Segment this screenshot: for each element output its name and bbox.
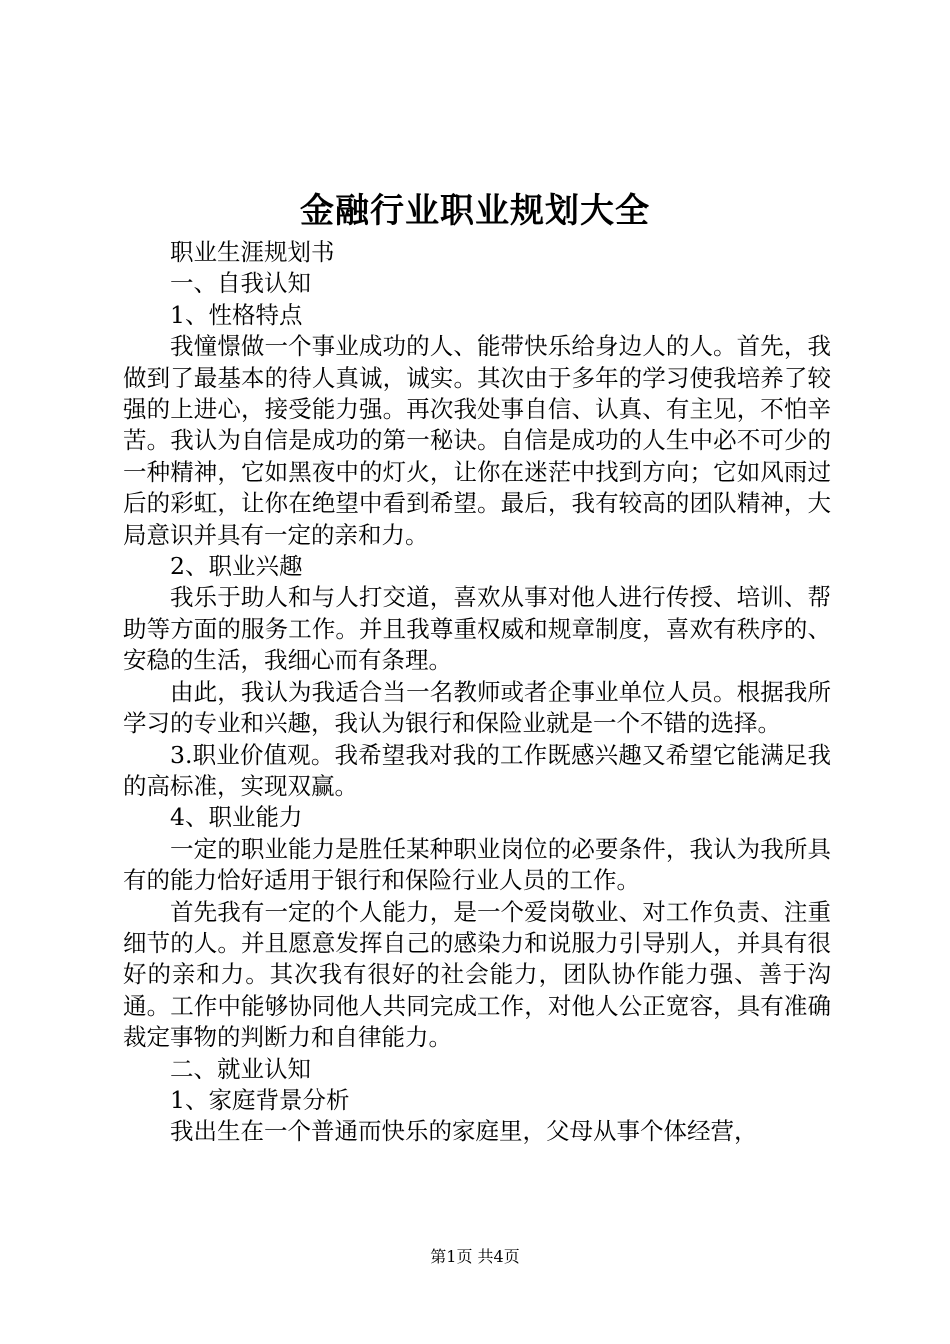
paragraph: 职业生涯规划书 — [170, 238, 335, 266]
paragraph: 首先我有一定的个人能力，是一个爱岗敬业、对工作负责、注重细节的人。并且愿意发挥自己的感染力和说服力引导别人，并具有很好的亲和力。其次我有很好的社会能力，团队协作能力强、善于沟通。工作中能够协同他人共同完成工作，对他人公正宽容，具有准确裁定事物的判断力和自律能力。 — [123, 897, 831, 1052]
paragraph: 3.职业价值观。我希望我对我的工作既感兴趣又希望它能满足我的高标准，实现双赢。 — [123, 740, 831, 800]
paragraph: 二、就业认知 — [170, 1054, 311, 1083]
paragraph: 一、自我认知 — [170, 269, 311, 298]
paragraph: 我乐于助人和与人打交道，喜欢从事对他人进行传授、培训、帮助等方面的服务工作。并且我尊重权威和规章制度，喜欢有秩序的、安稳的生活，我细心而有条理。 — [123, 583, 831, 675]
paragraph: 1、性格特点 — [170, 300, 303, 329]
paragraph: 我出生在一个普通而快乐的家庭里，父母从事个体经营， — [170, 1117, 758, 1146]
page-footer: 第1页 共4页 — [430, 1247, 520, 1266]
paragraph: 由此，我认为我适合当一名教师或者企事业单位人员。根据我所学习的专业和兴趣，我认为银行和保险业就是一个不错的选择。 — [123, 677, 831, 738]
paragraph: 2、职业兴趣 — [170, 552, 303, 581]
paragraph: 我憧憬做一个事业成功的人、能带快乐给身边人的人。首先，我做到了最基本的待人真诚，诚实。其次由于多年的学习使我培养了较强的上进心，接受能力强。再次我处事自信、认真、有主见，不怕辛苦。我认为自信是成功的第一秘诀。自信是成功的人生中必不可少的一种精神，它如黑夜中的灯火，让你在迷茫中找到方向；它如风雨过后的彩虹，让你在绝望中看到希望。最后，我有较高的团队精神，大局意识并具有一定的亲和力。 — [123, 332, 831, 549]
page-title: 金融行业职业规划大全 — [300, 191, 650, 231]
document-body — [123, 237, 831, 1148]
paragraph: 4、职业能力 — [170, 803, 303, 832]
paragraph: 1、家庭背景分析 — [170, 1085, 350, 1114]
paragraph: 一定的职业能力是胜任某种职业岗位的必要条件，我认为我所具有的能力恰好适用于银行和保险行业人员的工作。 — [123, 834, 831, 895]
